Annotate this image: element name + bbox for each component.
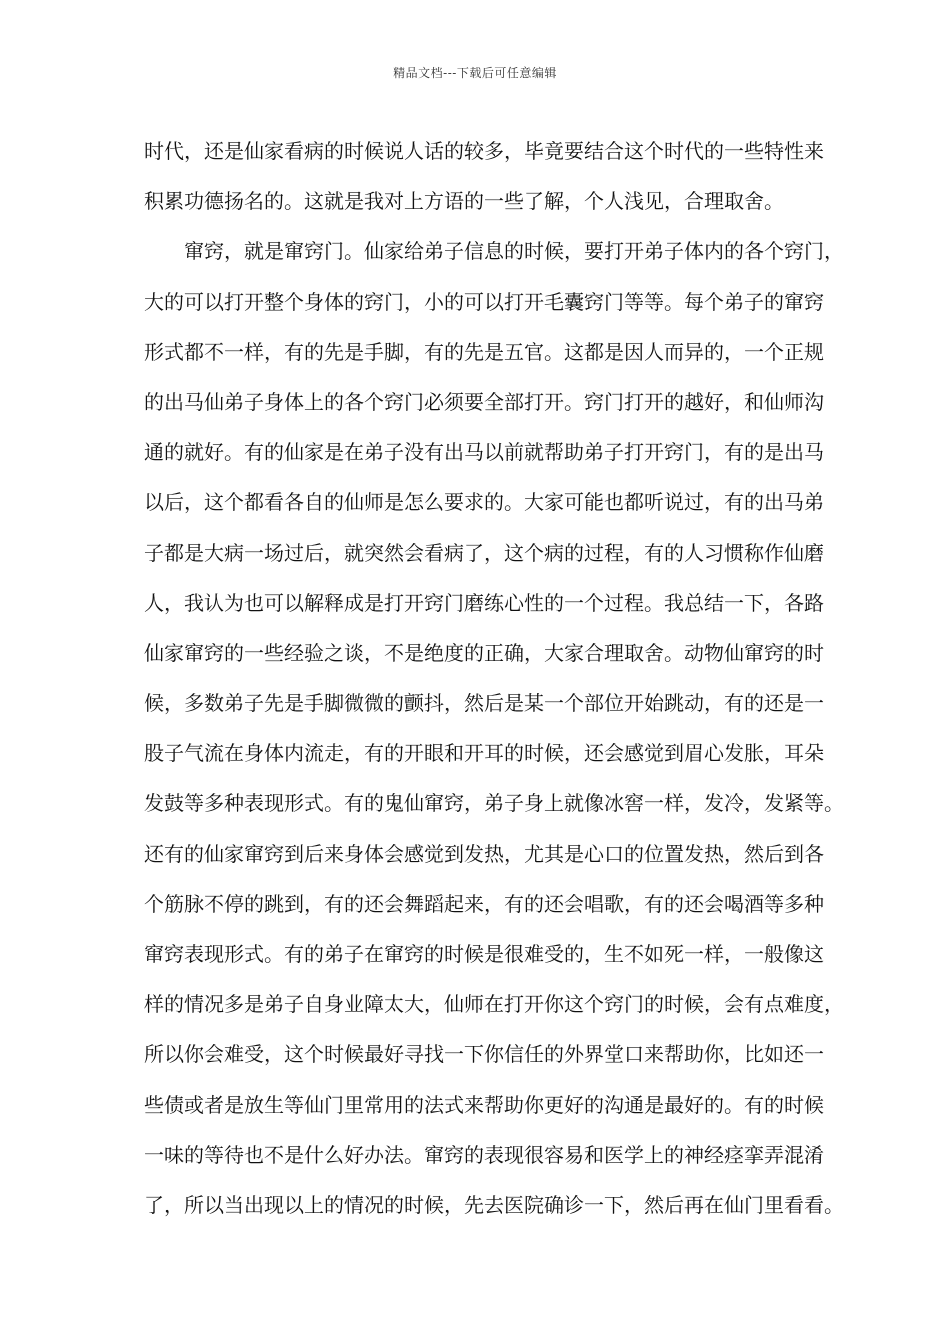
text-line: 了，所以当出现以上的情况的时候，先去医院确诊一下，然后再在仙门里看看。 xyxy=(144,1192,844,1217)
text-line: 通的就好。有的仙家是在弟子没有出马以前就帮助弟子打开窍门，有的是出马 xyxy=(144,440,824,465)
text-line: 些债或者是放生等仙门里常用的法式来帮助你更好的沟通是最好的。有的时候 xyxy=(144,1092,824,1117)
text-line: 个筋脉不停的跳到，有的还会舞蹈起来，有的还会唱歌，有的还会喝酒等多种 xyxy=(144,891,824,916)
text-line: 以后，这个都看各自的仙师是怎么要求的。大家可能也都听说过，有的出马弟 xyxy=(144,490,824,515)
text-line: 仙家窜窍的一些经验之谈，不是绝度的正确，大家合理取舍。动物仙窜窍的时 xyxy=(144,640,824,665)
paragraph-2 xyxy=(144,228,844,1232)
text-line: 子都是大病一场过后，就突然会看病了，这个病的过程，有的人习惯称作仙磨 xyxy=(144,540,824,565)
text-line: 还有的仙家窜窍到后来身体会感觉到发热，尤其是心口的位置发热，然后到各 xyxy=(144,841,824,866)
text-line: 样的情况多是弟子自身业障太大，仙师在打开你这个窍门的时候，会有点难度， xyxy=(144,992,844,1017)
page-header: 精品文档---下载后可任意编辑 xyxy=(393,66,557,80)
text-line: 一味的等待也不是什么好办法。窜窍的表现很容易和医学上的神经痉挛弄混淆 xyxy=(144,1142,824,1167)
text-line: 积累功德扬名的。这就是我对上方语的一些了解，个人浅见，合理取舍。 xyxy=(144,189,784,214)
text-line: 窜窍表现形式。有的弟子在窜窍的时候是很难受的，生不如死一样，一般像这 xyxy=(144,942,824,966)
text-line: 发鼓等多种表现形式。有的鬼仙窜窍，弟子身上就像冰窖一样，发冷，发紧等。 xyxy=(144,791,844,816)
paragraph-1 xyxy=(144,128,824,228)
text-line: 股子气流在身体内流走，有的开眼和开耳的时候，还会感觉到眉心发胀，耳朵 xyxy=(144,741,824,766)
text-line: 候，多数弟子先是手脚微微的颤抖，然后是某一个部位开始跳动，有的还是一 xyxy=(144,691,824,716)
text-line: 形式都不一样，有的先是手脚，有的先是五官。这都是因人而异的，一个正规 xyxy=(144,339,824,364)
document-body xyxy=(144,128,844,1232)
text-line: 所以你会难受，这个时候最好寻找一下你信任的外界堂口来帮助你，比如还一 xyxy=(144,1042,824,1067)
text-line: 时代，还是仙家看病的时候说人话的较多，毕竟要结合这个时代的一些特性来 xyxy=(144,139,824,163)
text-line: 人，我认为也可以解释成是打开窍门磨练心性的一个过程。我总结一下，各路 xyxy=(144,590,824,615)
text-line: 的出马仙弟子身体上的各个窍门必须要全部打开。窍门打开的越好，和仙师沟 xyxy=(144,389,824,414)
text-line: 窜窍，就是窜窍门。仙家给弟子信息的时候，要打开弟子体内的各个窍门， xyxy=(144,239,844,264)
text-line: 大的可以打开整个身体的窍门，小的可以打开毛囊窍门等等。每个弟子的窜窍 xyxy=(144,289,824,314)
